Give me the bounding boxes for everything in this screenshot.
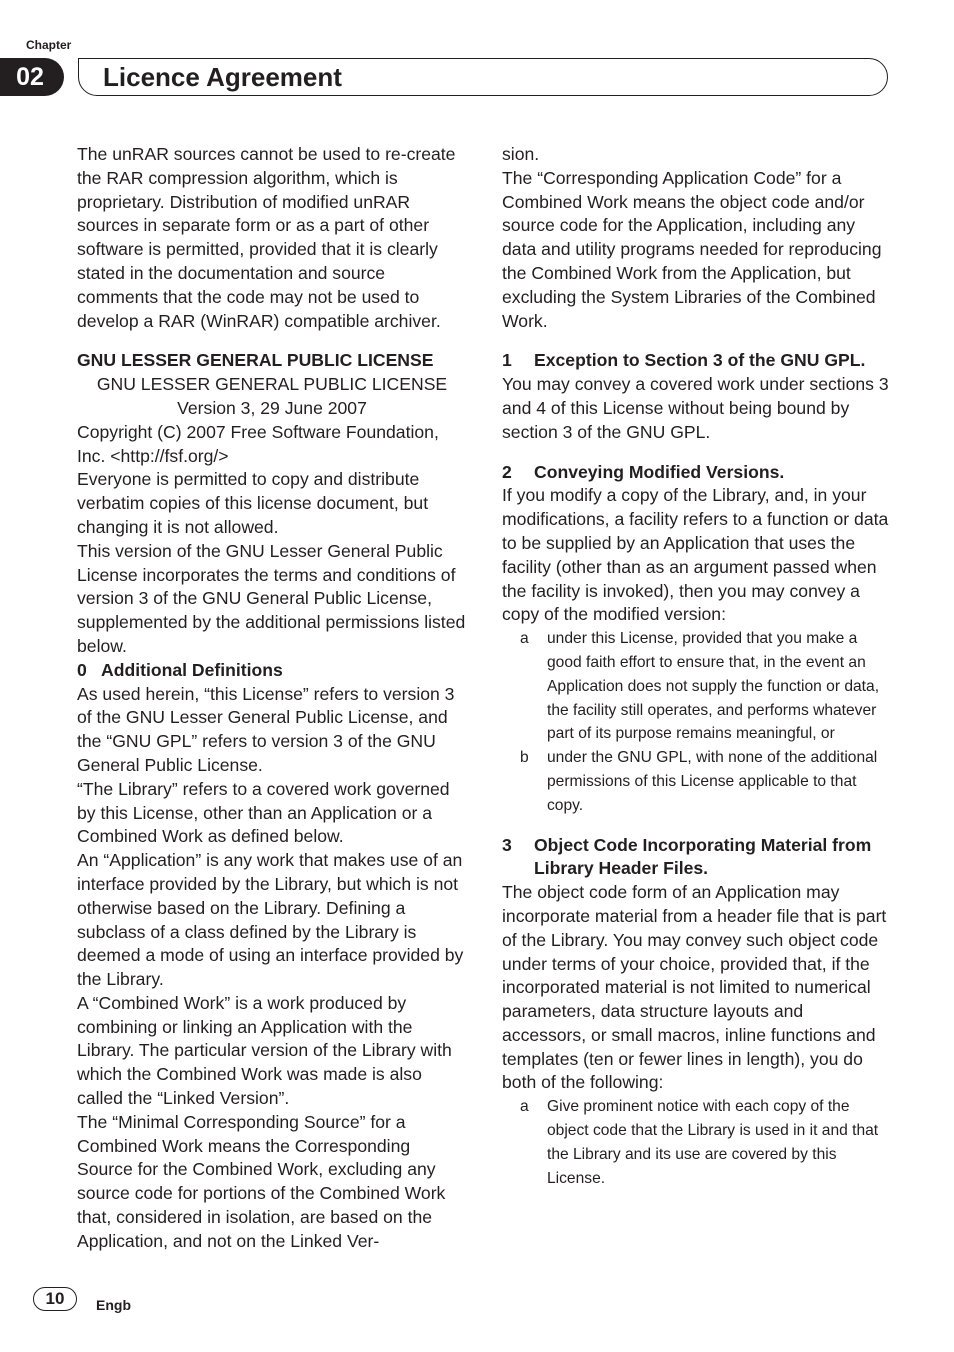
- list-item: [502, 627, 892, 746]
- definition-license: As used herein, “this License” refers to version 3 of the GNU Lesser General Public License, and the “GNU GPL” refers to version 3 of the GNU General Public License.: [77, 683, 455, 775]
- chapter-label: Chapter: [26, 38, 72, 52]
- section-1-heading: [502, 349, 892, 373]
- section-0-heading: [77, 659, 467, 683]
- section-3-body: The object code form of an Application may incorporate material from a header file that is part of the Library. You may convey such object code under terms of your choice, provided that, if the incorporated material is not limited to numerical parameters, data structure layouts and accessors, or small macros, inline functions and templates (ten or fewer lines in length), you do both of the following:: [502, 882, 887, 1093]
- permission-paragraph: Everyone is permitted to copy and distribute verbatim copies of this license document, but changing it is not allowed.: [77, 469, 429, 537]
- list-item-text: Give prominent notice with each copy of the object code that the Library is used in it and that the Library and its use are covered by this License.: [547, 1098, 879, 1187]
- chapter-number-badge: 02: [0, 58, 64, 96]
- section-1-number: 1: [502, 350, 512, 371]
- left-column: [77, 143, 467, 1254]
- list-item-marker: b: [520, 749, 529, 767]
- section-2-heading: [502, 461, 892, 485]
- definition-application-code: The “Corresponding Application Code” for a Combined Work means the object code and/or source code for the Application, including any data and utility programs needed for reproducing the Combined Work from the Application, but excluding the System Libraries of the Combined Work.: [502, 167, 882, 331]
- definition-application: An “Application” is any work that makes use of an interface provided by the Library, but which is not otherwise based on the Library. Defining a subclass of a class defined by the Library is deemed a mode of using an interface provided by the Library.: [77, 850, 464, 990]
- lgpl-title: GNU LESSER GENERAL PUBLIC LICENSE: [96, 374, 448, 395]
- list-item: [502, 746, 892, 817]
- section-3-number: 3: [502, 834, 512, 855]
- section-3-list: [502, 1095, 892, 1190]
- page-number: 10: [33, 1287, 77, 1311]
- section-1-body: You may convey a covered work under sections 3 and 4 of this License without being bound by section 3 of the GNU GPL.: [502, 374, 889, 442]
- title-box: [78, 58, 888, 96]
- section-2-body: If you modify a copy of the Library, and, in your modifications, a facility refers to a function or data to be supplied by an Application that uses the facility (other than as an argument passed when the facility is invoked), then you may convey a copy of the modified version:: [502, 485, 889, 625]
- section-3-title: Object Code Incorporating Material from Library Header Files.: [534, 834, 872, 879]
- section-3-heading: [502, 834, 892, 882]
- section-2-title: Conveying Modified Versions.: [534, 461, 785, 482]
- lgpl-heading: GNU LESSER GENERAL PUBLIC LICENSE: [77, 350, 434, 371]
- definition-library: “The Library” refers to a covered work governed by this License, other than an Application or a Combined Work as defined below.: [77, 778, 450, 847]
- section-2-list: [502, 627, 892, 817]
- section-2-number: 2: [502, 461, 512, 482]
- page-title: Licence Agreement: [103, 62, 342, 92]
- intro-paragraph: The unRAR sources cannot be used to re-create the RAR compression algorithm, which is proprietary. Distribution of modified unRAR sources in separate form or as a part of other software is permitted, provided that it is clearly stated in the documentation and source comments that the code may not be used to develop a RAR (WinRAR) compatible archiver.: [77, 144, 456, 331]
- definition-minimal-source: The “Minimal Corresponding Source” for a Combined Work means the Corresponding Source for the Combined Work, excluding any source code for portions of the Combined Work that, considered in isolation, are based on the Application, and not on the Linked Ver-: [77, 1111, 446, 1251]
- section-0-title: Additional Definitions: [101, 659, 283, 680]
- section-1-title: Exception to Section 3 of the GNU GPL.: [534, 350, 866, 371]
- definition-combined-work: A “Combined Work” is a work produced by combining or linking an Application with the Library. The particular version of the Library with which the Combined Work was made is also called the “Linked Version”.: [77, 992, 452, 1109]
- list-item-marker: a: [520, 1098, 529, 1116]
- copyright-paragraph: Copyright (C) 2007 Free Software Foundation, Inc. <http://fsf.org/>: [77, 421, 439, 466]
- list-item-text: under the GNU GPL, with none of the additional permissions of this License applicable to that copy.: [547, 749, 878, 814]
- list-item-marker: a: [520, 630, 529, 648]
- lgpl-version: Version 3, 29 June 2007: [177, 397, 367, 418]
- section-0-number: 0: [77, 659, 87, 680]
- right-column: [502, 143, 892, 1190]
- continuation-text: sion.: [502, 144, 540, 164]
- list-item: [502, 1095, 892, 1190]
- list-item-text: under this License, provided that you make a good faith effort to ensure that, in the event an Application does not supply the function or data, the facility still operates, and performs whatever part of its purpose remains meaningful, or: [547, 630, 880, 743]
- incorporation-paragraph: This version of the GNU Lesser General Public License incorporates the terms and conditions of version 3 of the GNU General Public License, supplemented by the additional permissions listed below.: [77, 540, 466, 656]
- language-code: Engb: [96, 1297, 131, 1313]
